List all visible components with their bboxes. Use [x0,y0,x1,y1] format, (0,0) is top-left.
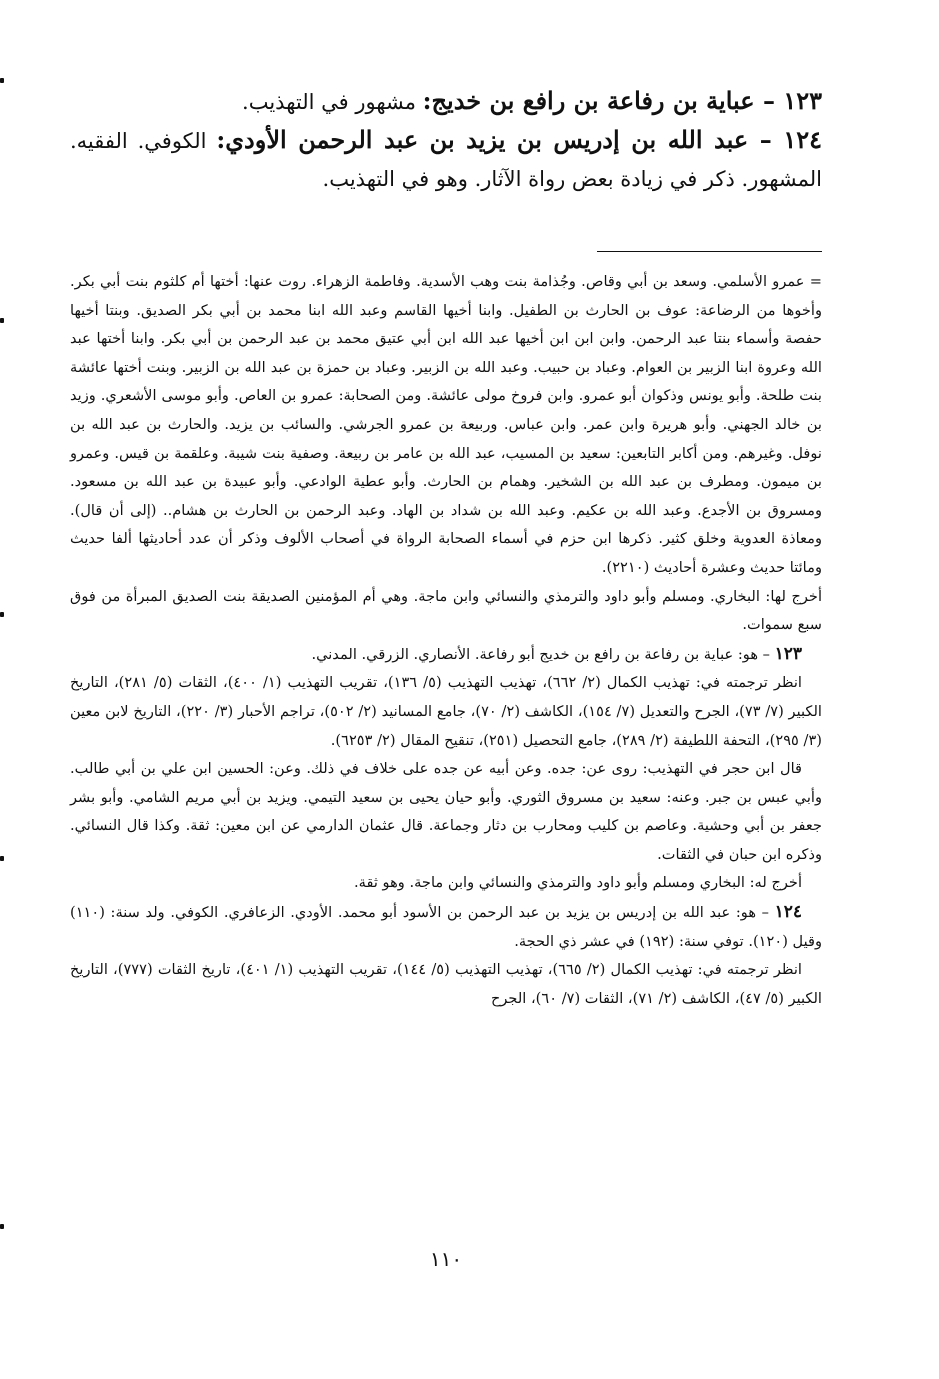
entry-124 [70,121,822,198]
footnote-paragraph: انظر ترجمته في: تهذيب الكمال (٢/ ٦٦٥)، تهذيب التهذيب (٥/ ١٤٤)، تقريب التهذيب (١/ ٤٠١)، تاريخ الثقات (٧٧٧)، التاريخ الكبير (٥/ ٤٧)، الكاشف (٢/ ٧١)، الثقات (٧/ ٦٠)، الجرح [70,961,822,1007]
scan-edge-mark [0,78,4,83]
scan-edge-mark [0,318,4,323]
book-page [70,0,822,1379]
footnote-number: ١٢٣ [774,643,802,664]
page-number: ١١٠ [429,1247,463,1271]
footnote-123 [70,640,822,670]
footnote-number: ١٢٤ [774,902,802,923]
entry-124-text: الكوفي. الفقيه. المشهور. ذكر في زيادة بعض رواة الآثار. وهو في التهذيب. [70,129,822,191]
footnote-124 [70,898,822,956]
entry-123-heading: ١٢٣ – عباية بن رفاعة بن رافع بن خديج: [422,86,822,115]
footnote-paragraph: انظر ترجمته في: تهذيب الكمال (٢/ ٦٦٢)، تهذيب التهذيب (٥/ ١٣٦)، تقريب التهذيب (١/ ٤٠٠)، الثقات (٥/ ٢٨١)، التاريخ الكبير (٧/ ٧٣)، الجرح والتعديل (٧/ ١٥٤)، الكاشف (٢/ ٧٠)، جامع المسانيد (٢/ ٥٠٢)، تراجم الأحبار (٣/ ٢٢٠)، التاريخ لابن معين (٣/ ٢٩٥)، التحفة اللطيفة (٢/ ٢٨٩)، جامع التحصيل (٢٥١)، تنقيح المقال (٢/ ٦٢٥٣). [70,674,822,749]
scan-edge-mark [0,612,4,617]
footnote-paragraph: أخرج له: البخاري ومسلم وأبو داود والترمذي والنسائي وابن ماجة. وهو ثقة. [354,874,802,892]
footnote-paragraph: = عمرو الأسلمي. وسعد بن أبي وقاص. وجُذامة بنت وهب الأسدية. وفاطمة الزهراء. روت عنها: أختها أم كلثوم بنت أبي بكر. وأخوها من الرضاعة: عوف بن الحارث بن الطفيل. وابنا أخيها القاسم وعبد الله ابنا محمد بن أبي بكر الصديق. وبنتا أخيها حفصة وأسماء بنتا عبد الرحمن. وابن ابن ابن أخيها عبد الله ابن أبي عتيق محمد بن عبد الرحمن بن أبي بكر. وابنا أختها عبد الله وعروة ابنا الزبير بن العوام. وعباد بن حبيب. وعبد الله بن الزبير. وعباد بن حمزة بن عبد الله بن الزبير. وبنت أختها عائشة بنت طلحة. وأبو يونس وذكوان أبو عمرو. وابن فروخ مولى عائشة. ومن الصحابة: عمرو بن العاص. وأبو موسى الأشعري. وزيد بن خالد الجهني. وأبو هريرة وابن عمر. وابن عباس. وربيعة بن عمرو الجرشي. والسائب بن يزيد. والحارث بن عبد الله بن نوفل. وغيرهم. ومن أكابر التابعين: سعيد بن المسيب، عبد الله بن عامر بن ربيعة. وصفية بنت شيبة. وعلقمة بن قيس. وعمرو بن ميمون. ومطرف بن عبد الله بن الشخير. وهمام بن الحارث. وأبو عطية الوادعي. وأبو عبيدة بن عبد الله بن مسعود. ومسروق بن الأجدع. وعبد الله بن عكيم. وعبد الله بن شداد بن الهاد. وعبد الرحمن بن الحارث بن هشام.. (إلى أن قال). ومعاذة العدوية وخلق كثير. ذكرها ابن حزم في أسماء الصحابة الرواة في أصحاب الألوف وذكر أن عدد أحاديثها ألفا حديث ومائتا حديث وعشرة أحاديث (٢٢١٠). [70,273,822,576]
footnote-paragraph: أخرج لها: البخاري. ومسلم وأبو داود والترمذي والنسائي وابن ماجة. وهي أم المؤمنين الصديقة بنت الصديق المبرأة من فوق سبع سموات. [70,587,822,634]
entry-123-text: مشهور في التهذيب. [242,90,423,114]
entry-124-heading: ١٢٤ – عبد الله بن إدريس بن يزيد بن عبد الرحمن الأودي: [216,125,822,154]
scan-edge-mark [0,856,4,861]
footnote-paragraph: قال ابن حجر في التهذيب: روى عن: جده. وعن أبيه عن جده على خلاف في ذلك. وعن: الحسين ابن علي بن أبي طالب. وأبي عبس بن جبر. وعنه: سعيد بن مسروق الثوري. وأبو حيان يحيى بن سعيد التيمي. ويزيد بن أبي مريم الشامي. وأبو بشر جعفر بن أبي وحشية. وعاصم بن كليب ومحارب بن دثار وجماعة. قال عثمان الدارمي عن ابن معين: ثقة. وكذا قال النسائي. وذكره ابن حبان في الثقات. [70,760,822,863]
footnote-separator [597,251,822,252]
main-text [70,82,822,198]
scan-edge-mark [0,1224,4,1229]
entry-123 [70,82,822,121]
footnote-text: – هو: عباية بن رفاعة بن رافع بن خديج أبو رفاعة. الأنصاري. الزرقي. المدني. [311,645,775,663]
footnotes [70,268,822,1013]
footnote-text: – هو: عبد الله بن إدريس بن يزيد بن عبد الرحمن بن الأسود أبو محمد. الأودي. الزعافري. الكوفي. ولد سنة: (١١٠) وقيل (١٢٠). توفي سنة: (١٩٢) في عشر ذي الحجة. [70,904,822,950]
